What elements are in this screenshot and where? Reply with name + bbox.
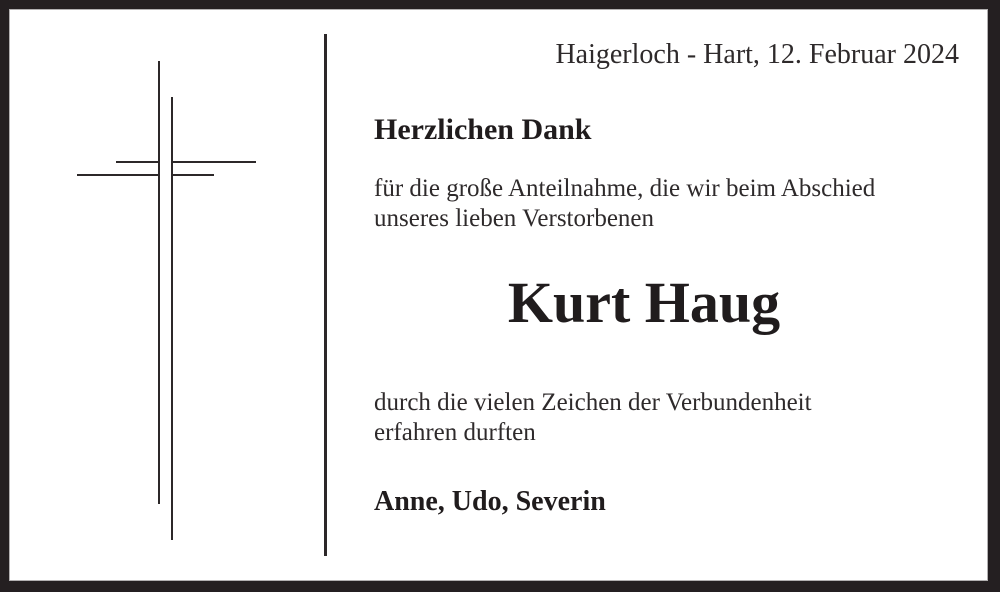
signature-names: Anne, Udo, Severin (374, 486, 606, 517)
cross-upper-arm-left-segment (116, 161, 160, 163)
closing-line-1: durch die vielen Zeichen der Verbundenheit (374, 389, 812, 416)
dateline: Haigerloch - Hart, 12. Februar 2024 (555, 39, 959, 70)
cross-upper-arm-right-segment (171, 161, 256, 163)
closing-paragraph (374, 388, 812, 448)
intro-line-1: für die große Anteilnahme, die wir beim Abschied (374, 175, 876, 202)
cross-lower-arm-left-segment (77, 174, 160, 176)
intro-paragraph (374, 174, 875, 234)
cross-vertical-left-line (158, 61, 160, 504)
intro-line-2: unseres lieben Verstorbenen (374, 205, 655, 232)
cross-lower-arm-right-segment (171, 174, 214, 176)
closing-line-2: erfahren durften (374, 419, 536, 446)
deceased-name: Kurt Haug (507, 270, 781, 335)
memorial-notice-card (9, 9, 988, 581)
cross-vertical-right-line (171, 97, 173, 540)
thanks-heading: Herzlichen Dank (374, 113, 592, 146)
